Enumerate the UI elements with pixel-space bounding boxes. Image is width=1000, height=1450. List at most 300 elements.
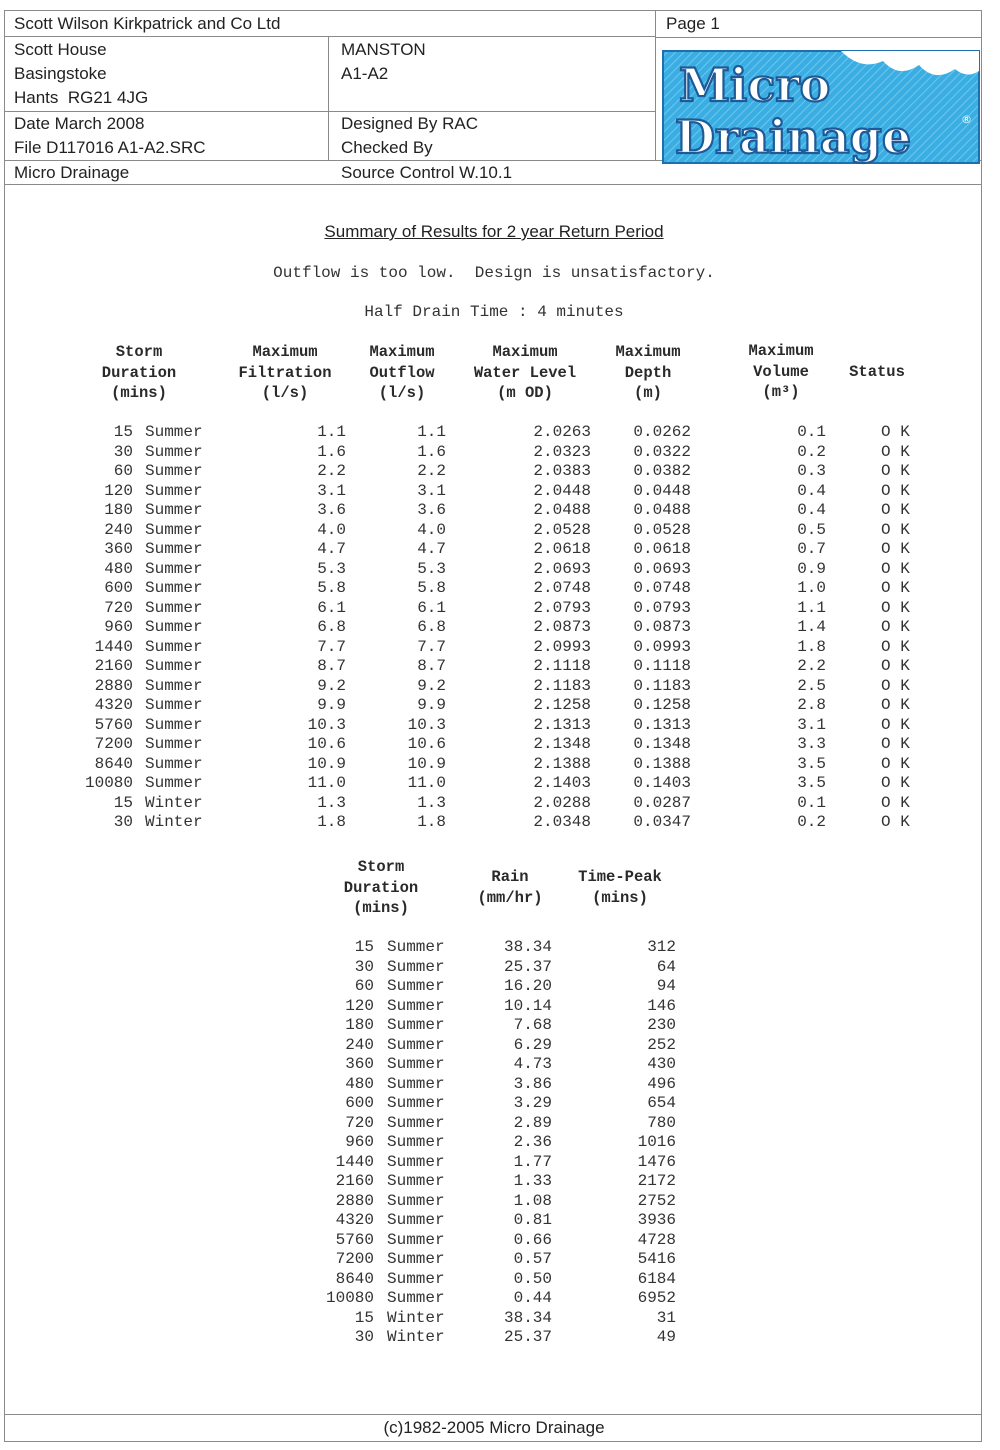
table-cell: 2172 [637,1172,676,1190]
table-row [5,599,981,619]
column-header-line: Duration [101,363,177,382]
table-cell: 3.1 [797,715,826,734]
table-cell: O K [881,618,910,636]
table-cell: 5416 [637,1250,676,1268]
table-cell: 15 [113,793,133,812]
column-header-line: Time-Peak [578,868,662,886]
table-cell: 7.7 [317,637,346,656]
table-row [5,938,981,958]
table-cell: 1.1 [317,423,346,441]
table-cell: 2.1313 [533,715,591,734]
table-cell: Summer [387,957,445,976]
column-header-line: Outflow [369,363,435,382]
table-cell: 9.9 [317,696,346,714]
table-cell: 0.1348 [633,735,691,753]
table-cell: 0.0347 [633,813,691,831]
copyright-footer: (c)1982-2005 Micro Drainage [383,1418,605,1437]
table-cell: O K [881,462,910,480]
table-row [5,1309,981,1329]
table-cell: 3.1 [317,481,346,500]
table-cell: O K [881,423,910,441]
table-cell: 2.0748 [533,579,591,597]
table-cell: O K [881,735,910,753]
table-cell: 0.3 [797,462,826,480]
table-cell: 5.8 [317,579,346,597]
table-cell: 0.1 [797,793,826,812]
table-cell: 6.8 [417,618,446,636]
table-cell: 8640 [94,754,133,773]
table-cell: 8.7 [317,657,346,675]
table-cell: 0.2 [797,442,826,461]
project-ref: A1-A2 [341,64,389,83]
table-cell: Summer [387,1055,445,1073]
table-row [5,1036,981,1056]
table-cell: O K [881,715,910,734]
table-row [5,540,981,560]
svg-text:Drainage: Drainage [675,110,912,164]
table-cell: 4.0 [417,520,446,539]
svg-text:Micro: Micro [679,58,831,112]
company-name: Scott Wilson Kirkpatrick and Co Ltd [14,14,281,33]
table-cell: Summer [387,1211,445,1229]
micro-drainage-logo [661,49,983,167]
table-cell: Summer [387,1172,445,1190]
table-cell: 2880 [335,1191,374,1210]
table-cell: 2.36 [513,1133,552,1151]
table-cell: 2.0383 [533,462,591,480]
table-cell: 3.6 [417,501,446,519]
table-row [5,774,981,794]
table-cell: 2.2 [797,657,826,675]
table-cell: 1.8 [417,813,446,831]
file-name: File D117016 A1-A2.SRC [14,138,206,157]
table-cell: 10080 [325,1289,374,1307]
table-cell: 0.7 [797,540,826,558]
column-header-line: (m OD) [497,384,553,402]
table-row [5,1231,981,1251]
column-header-line: Duration [343,878,419,897]
table-cell: 3.1 [417,481,446,500]
table-cell: 0.50 [513,1269,552,1288]
table-cell: 1.6 [317,442,346,461]
table-cell: 30 [113,813,133,831]
table-cell: 11.0 [407,774,446,792]
table-cell: 2.89 [513,1113,552,1132]
table-cell: 3936 [637,1211,676,1229]
table-cell: 30 [354,1328,374,1346]
table-cell: 2.0993 [533,637,591,656]
table-cell: 10080 [84,774,133,792]
column-header [573,342,723,404]
table-cell: 4.73 [513,1055,552,1073]
table-cell: 0.4 [797,501,826,519]
table-cell: 1.4 [797,618,826,636]
table-cell: Summer [145,520,203,539]
table-row [5,521,981,541]
table-cell: O K [881,540,910,558]
table-cell: 0.1183 [633,676,691,695]
table-cell: Summer [387,1152,445,1171]
table-cell: 4320 [335,1211,374,1229]
table-cell: 4728 [637,1230,676,1249]
table-cell: 30 [354,957,374,976]
table-cell: 496 [647,1074,676,1093]
table-cell: 780 [647,1113,676,1132]
table-cell: 2.0873 [533,618,591,636]
table-cell: 2.0263 [533,423,591,441]
table-cell: 2.0348 [533,813,591,831]
footer-divider [5,1414,981,1415]
table-cell: 600 [345,1094,374,1112]
table-cell: 0.0382 [633,462,691,480]
table-cell: Summer [145,774,203,792]
address-line: Hants RG21 4JG [14,88,149,107]
table-cell: 1440 [335,1152,374,1171]
column-header-line: Status [849,363,905,381]
table-cell: O K [881,598,910,617]
table-cell: O K [881,754,910,773]
column-header-line: Maximum [748,342,814,360]
table-cell: Summer [145,637,203,656]
report-date: Date March 2008 [14,114,145,133]
table-cell: 720 [104,598,133,617]
table-cell: Summer [145,559,203,578]
column-header-line: Maximum [369,343,435,361]
table-cell: Summer [145,501,203,519]
table-row [5,1055,981,1075]
table-cell: 0.0618 [633,540,691,558]
table-row [5,501,981,521]
table-cell: 146 [647,996,676,1015]
column-header-line: Maximum [492,343,558,361]
table-cell: 1.3 [417,793,446,812]
table-cell: O K [881,793,910,812]
table-cell: Summer [145,618,203,636]
table-cell: 60 [354,977,374,995]
column-header-line: (mins) [592,888,648,907]
column-header [311,857,451,919]
designed-by: Designed By RAC [341,114,479,133]
table-cell: Summer [387,996,445,1015]
table-cell: 0.0748 [633,579,691,597]
table-cell: 2.5 [797,676,826,695]
table-row [5,813,981,833]
table-row [5,716,981,736]
table-cell: O K [881,676,910,695]
column-header-line: (m³) [762,383,800,401]
header-divider [655,37,981,38]
table-cell: 360 [104,540,133,558]
table-cell: Summer [387,1269,445,1288]
table-cell: 1016 [637,1133,676,1151]
table-cell: 1.1 [417,423,446,441]
column-header-line: (l/s) [378,384,426,402]
table-cell: Summer [387,1191,445,1210]
table-row [5,1250,981,1270]
table-row [5,1211,981,1231]
table-cell: Winter [145,793,203,812]
table-cell: 240 [104,520,133,539]
table-cell: 10.3 [407,715,446,734]
table-cell: O K [881,696,910,714]
table-cell: 3.6 [317,501,346,519]
table-cell: 2.1118 [533,657,591,675]
table-cell: 7.68 [513,1016,552,1034]
table-row [5,677,981,697]
table-cell: 1.1 [797,598,826,617]
page-number: Page 1 [666,14,720,33]
table-row [5,560,981,580]
table-row [5,423,981,443]
table-cell: 5.3 [317,559,346,578]
table-cell: O K [881,813,910,831]
table-cell: 0.0287 [633,793,691,812]
table-cell: 480 [104,559,133,578]
table-cell: 60 [113,462,133,480]
table-cell: 2.2 [417,462,446,480]
table-cell: Summer [387,1230,445,1249]
table-cell: 120 [345,996,374,1015]
table-cell: 2.1258 [533,696,591,714]
table-row [5,696,981,716]
table-cell: 1.77 [513,1152,552,1171]
column-header [64,342,214,404]
table-cell: Summer [145,696,203,714]
table-row [5,977,981,997]
table-cell: 2.0448 [533,481,591,500]
table-cell: 25.37 [503,957,552,976]
table-cell: 6.1 [417,598,446,617]
table-cell: 180 [345,1016,374,1034]
table-cell: 5.3 [417,559,446,578]
table-row [5,1075,981,1095]
table-row [5,755,981,775]
checked-by: Checked By [341,138,433,157]
column-header [802,362,952,383]
table-cell: 120 [104,481,133,500]
table-cell: Summer [387,938,445,956]
table-cell: 16.20 [503,977,552,995]
table-cell: Summer [387,1016,445,1034]
table-cell: 0.0488 [633,501,691,519]
table-cell: 15 [354,1308,374,1327]
table-cell: O K [881,579,910,597]
table-cell: 49 [656,1328,676,1346]
summary-title: Summary of Results for 2 year Return Period [324,222,664,241]
table-cell: 230 [647,1016,676,1034]
table-cell: Summer [387,1094,445,1112]
table-cell: 64 [656,957,676,976]
table-row [5,997,981,1017]
table-cell: 1.33 [513,1172,552,1190]
table-cell: 430 [647,1055,676,1073]
table-cell: 6184 [637,1269,676,1288]
table-row [5,735,981,755]
header-divider [655,11,656,160]
table-cell: 5.8 [417,579,446,597]
table-cell: 2.2 [317,462,346,480]
table-cell: 5760 [335,1230,374,1249]
table-cell: 38.34 [503,938,552,956]
table-cell: 5760 [94,715,133,734]
table-cell: 240 [345,1035,374,1054]
table-cell: Summer [387,1250,445,1268]
table-cell: Winter [145,813,203,831]
table-cell: 6.29 [513,1035,552,1054]
table-cell: Summer [387,1113,445,1132]
table-cell: Summer [387,1035,445,1054]
table-cell: 7200 [94,735,133,753]
table-cell: 312 [647,938,676,956]
half-drain-time: Half Drain Time : 4 minutes [364,303,624,321]
table-cell: 0.1388 [633,754,691,773]
column-header-line: (mins) [111,384,167,402]
table-cell: 0.0262 [633,423,691,441]
table-cell: 2880 [94,676,133,695]
table-cell: 4.7 [417,540,446,558]
table-cell: 180 [104,501,133,519]
table-cell: 15 [113,423,133,441]
table-cell: O K [881,442,910,461]
table-cell: 31 [656,1308,676,1327]
table-cell: 10.9 [307,754,346,773]
table-cell: 960 [104,618,133,636]
table-cell: 2.0618 [533,540,591,558]
table-cell: 7.7 [417,637,446,656]
table-cell: Winter [387,1328,445,1346]
table-cell: 2.1348 [533,735,591,753]
table-cell: 1476 [637,1152,676,1171]
table-cell: 0.44 [513,1289,552,1307]
table-cell: 960 [345,1133,374,1151]
table-cell: Summer [145,735,203,753]
report-page [4,10,982,1442]
column-header-line: Depth [624,363,672,382]
table-cell: Summer [145,540,203,558]
table-cell: 0.1118 [633,657,691,675]
table-cell: 10.3 [307,715,346,734]
table-row [5,579,981,599]
table-cell: 0.1313 [633,715,691,734]
table-cell: Summer [145,676,203,695]
table-cell: O K [881,774,910,792]
table-cell: 3.5 [797,754,826,773]
table-cell: 0.81 [513,1211,552,1229]
table-row [5,638,981,658]
table-cell: 2.1183 [533,676,591,695]
table-cell: 0.1258 [633,696,691,714]
table-cell: 2.0323 [533,442,591,461]
table-row [5,1328,981,1348]
table-cell: O K [881,501,910,519]
table-cell: 3.3 [797,735,826,753]
table-cell: 3.29 [513,1094,552,1112]
table-cell: 6.8 [317,618,346,636]
table-row [5,462,981,482]
column-header-line: Rain [491,868,529,886]
table-cell: 2.0693 [533,559,591,578]
table-cell: O K [881,559,910,578]
table-cell: 4.0 [317,520,346,539]
header-divider [328,36,329,160]
table-row [5,1153,981,1173]
table-cell: 252 [647,1035,676,1054]
table-row [5,1133,981,1153]
table-cell: 6.1 [317,598,346,617]
table-cell: 0.66 [513,1230,552,1249]
table-row [5,1016,981,1036]
table-cell: 0.4 [797,481,826,500]
table-cell: 0.5 [797,520,826,539]
table-cell: Summer [145,715,203,734]
table-cell: 15 [354,938,374,956]
table-cell: 2160 [335,1172,374,1190]
table-row [5,618,981,638]
table-cell: 2.0288 [533,793,591,812]
table-cell: 7200 [335,1250,374,1268]
address-line: Scott House [14,40,107,59]
table-cell: O K [881,520,910,539]
software-name: Micro Drainage [14,163,130,182]
table-cell: Summer [145,423,203,441]
table-row [5,443,981,463]
table-cell: Winter [387,1308,445,1327]
table-cell: 9.2 [417,676,446,695]
table-cell: 0.0873 [633,618,691,636]
table-cell: 4.7 [317,540,346,558]
column-header-line: (m) [634,384,662,402]
table-cell: Summer [145,442,203,461]
table-row [5,1094,981,1114]
table-cell: Summer [387,977,445,995]
table-cell: 0.0448 [633,481,691,500]
column-header-line: (mins) [353,899,409,917]
table-row [5,1114,981,1134]
column-header-line: Water Level [473,363,577,382]
table-row [5,1270,981,1290]
column-header-line: Storm [115,343,163,361]
table-cell: Summer [145,462,203,480]
project-name: MANSTON [341,40,426,59]
table-row [5,958,981,978]
table-row [5,1289,981,1309]
table-cell: Summer [145,481,203,500]
table-cell: Summer [145,657,203,675]
column-header-line: Filtration [238,363,332,382]
table-cell: 720 [345,1113,374,1132]
table-cell: 3.5 [797,774,826,792]
table-cell: 600 [104,579,133,597]
table-cell: 0.0693 [633,559,691,578]
table-cell: 0.0793 [633,598,691,617]
table-cell: 1.8 [797,637,826,656]
table-cell: 1.6 [417,442,446,461]
table-cell: 10.9 [407,754,446,773]
table-cell: 8640 [335,1269,374,1288]
table-cell: Summer [145,598,203,617]
table-cell: 25.37 [503,1328,552,1346]
table-cell: 1.8 [317,813,346,831]
column-header-line: Volume [753,362,809,381]
table-cell: 4320 [94,696,133,714]
column-header-line: (mm/hr) [477,888,543,907]
table-cell: 6952 [637,1289,676,1307]
table-cell: 0.0322 [633,442,691,461]
table-cell: 1.0 [797,579,826,597]
column-header-line: Maximum [615,343,681,361]
table-cell: O K [881,637,910,656]
address-line: Basingstoke [14,64,107,83]
